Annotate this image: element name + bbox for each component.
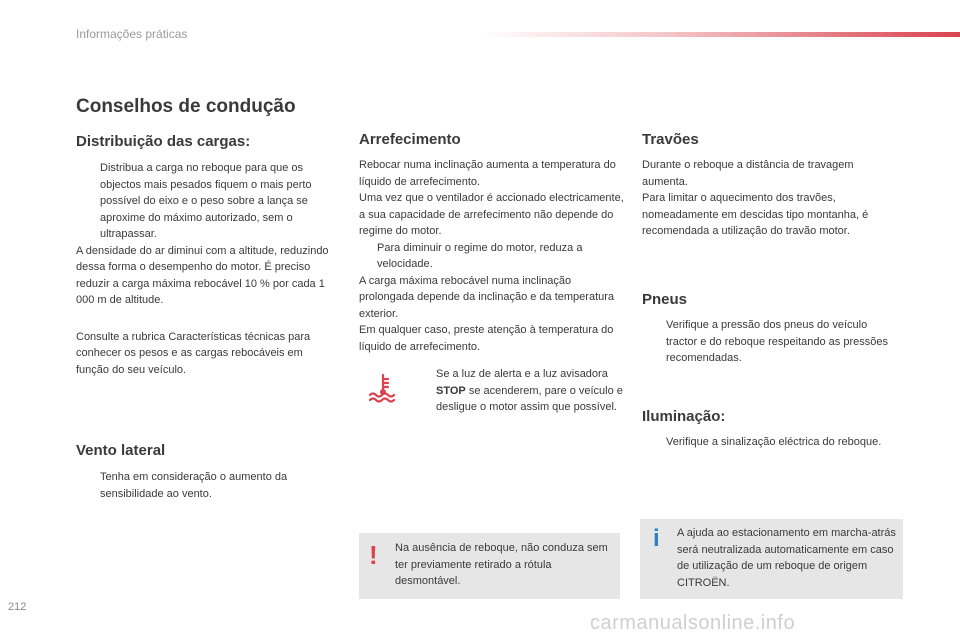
column-left <box>76 133 338 378</box>
alert-box <box>359 533 620 599</box>
paragraph-arrefecimento-3: A carga máxima rebocável numa inclinação prolongada depende da inclinação e da temperatura exterior. <box>359 274 615 320</box>
column-middle <box>359 131 625 355</box>
exclamation-icon: ! <box>369 540 378 570</box>
paragraph-arrefecimento-1: Rebocar numa inclinação aumenta a temperatura do líquido de arrefecimento. <box>359 159 616 188</box>
heading-iluminacao: Iluminação: <box>642 408 726 425</box>
coolant-warning-text: Se a luz de alerta e a luz avisadora STOP se acenderem, pare o veículo e desligue o motor assim que possível. <box>436 368 623 413</box>
column-right-travoes <box>642 131 894 240</box>
paragraph-travoes-1: Durante o reboque a distância de travagem aumenta. <box>642 159 854 188</box>
page-title: Conselhos de condução <box>76 96 296 117</box>
bullet-arrefecimento: Para diminuir o regime do motor, reduza a velocidade. <box>377 241 583 270</box>
page-number: 212 <box>8 601 27 613</box>
bullet-pneus: Verifique a pressão dos pneus do veículo tractor e do reboque respeitando as pressões recomendadas. <box>666 319 888 364</box>
heading-distribuicao: Distribuição das cargas: <box>76 133 251 150</box>
heading-arrefecimento: Arrefecimento <box>359 131 461 148</box>
paragraph-densidade: A densidade do ar diminui com a altitude, reduzindo dessa forma o desempenho do motor. É preciso reduzir a carga máxima rebocável 10 % por cada 1 000 m de altitude. <box>76 244 329 306</box>
bullet-iluminacao: Verifique a sinalização eléctrica do reboque. <box>666 436 882 448</box>
column-left-vento <box>76 442 338 502</box>
alert-box-text: Na ausência de reboque, não conduza sem ter previamente retirado a rótula desmontável. <box>395 542 608 587</box>
info-box-text: A ajuda ao estacionamento em marcha-atrás será neutralizada automaticamente em caso de utilização de um reboque de origem CITROËN. <box>677 527 896 589</box>
watermark: carmanualsonline.info <box>590 612 796 634</box>
paragraph-consulte: Consulte a rubrica Características técnicas para conhecer os pesos e as cargas rebocáveis em função do seu veículo. <box>76 330 311 376</box>
paragraph-arrefecimento-4: Em qualquer caso, preste atenção à temperatura do líquido de arrefecimento. <box>359 324 614 353</box>
info-icon: i <box>653 525 660 552</box>
column-right-pneus <box>642 291 894 367</box>
stop-label: STOP <box>436 384 466 397</box>
heading-vento: Vento lateral <box>76 442 166 459</box>
coolant-temperature-icon <box>366 372 400 404</box>
header-section-title: Informações práticas <box>76 27 188 41</box>
paragraph-arrefecimento-2: Uma vez que o ventilador é accionado electricamente, a sua capacidade de arrefecimento não depende do regime do motor. <box>359 192 624 237</box>
column-right-iluminacao <box>642 408 894 451</box>
info-box <box>640 519 903 599</box>
paragraph-travoes-2: Para limitar o aquecimento dos travões, nomeadamente em descidas tipo montanha, é recomendada a utilização do travão motor. <box>642 192 869 237</box>
bullet-vento: Tenha em consideração o aumento da sensibilidade ao vento. <box>100 471 288 500</box>
header-accent-bar <box>480 32 960 37</box>
heading-travoes: Travões <box>642 131 699 148</box>
bullet-distribuicao: Distribua a carga no reboque para que os objectos mais pesados fiquem o mais perto possível do eixo e o peso sobre a lança se aproxime do máximo autorizado, sem o ultrapassar. <box>100 162 312 240</box>
heading-pneus: Pneus <box>642 291 688 308</box>
